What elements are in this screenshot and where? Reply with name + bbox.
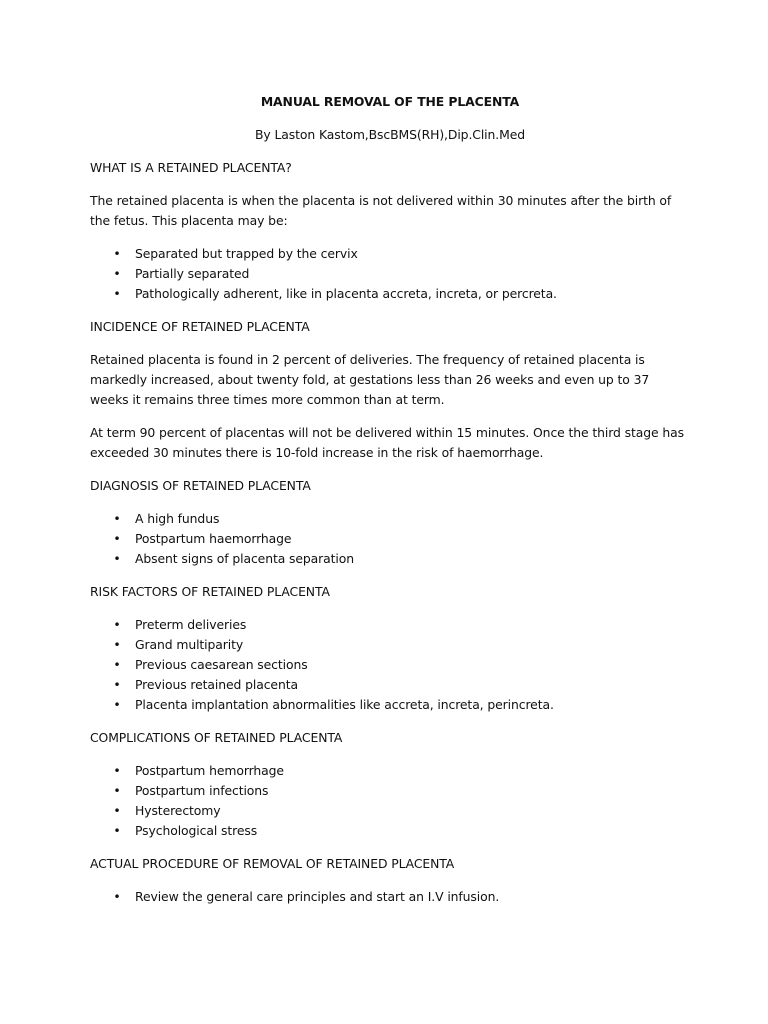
document-title: MANUAL REMOVAL OF THE PLACENTA — [260, 94, 520, 109]
bullet-icon: • — [113, 889, 121, 904]
section-heading-risk-factors: RISK FACTORS OF RETAINED PLACENTA — [90, 584, 330, 599]
bullet-icon: • — [113, 286, 121, 301]
section-heading-incidence: INCIDENCE OF RETAINED PLACENTA — [90, 319, 310, 334]
list-item: • Review the general care principles and start an I.V infusion. — [90, 887, 690, 907]
bullet-icon: • — [113, 697, 121, 712]
bullet-icon: • — [113, 266, 121, 281]
list-risk-factors — [90, 615, 690, 715]
list-item: • A high fundus — [90, 509, 690, 529]
bullet-icon: • — [113, 657, 121, 672]
bullet-icon: • — [113, 677, 121, 692]
section-heading-diagnosis: DIAGNOSIS OF RETAINED PLACENTA — [90, 478, 311, 493]
bullet-icon: • — [113, 763, 121, 778]
list-item: • Partially separated — [90, 264, 690, 284]
list-item: • Hysterectomy — [90, 801, 690, 821]
list-complications — [90, 761, 690, 841]
bullet-icon: • — [113, 783, 121, 798]
section-heading-complications: COMPLICATIONS OF RETAINED PLACENTA — [90, 730, 343, 745]
paragraph-definition: The retained placenta is when the placenta is not delivered within 30 minutes after the birth of the fetus. This placenta may be: — [90, 193, 672, 228]
list-procedure-steps — [90, 887, 690, 907]
list-item: • Psychological stress — [90, 821, 690, 841]
list-item: • Separated but trapped by the cervix — [90, 244, 690, 264]
list-item: • Previous retained placenta — [90, 675, 690, 695]
list-placenta-types — [90, 244, 690, 304]
bullet-icon: • — [113, 637, 121, 652]
list-item: • Postpartum infections — [90, 781, 690, 801]
section-heading-procedure: ACTUAL PROCEDURE OF REMOVAL OF RETAINED PLACENTA — [90, 856, 455, 871]
list-item: • Grand multiparity — [90, 635, 690, 655]
bullet-icon: • — [113, 803, 121, 818]
document-byline: By Laston Kastom,BscBMS(RH),Dip.Clin.Med — [254, 127, 525, 142]
list-item: • Previous caesarean sections — [90, 655, 690, 675]
list-item: • Placenta implantation abnormalities like accreta, increta, perincreta. — [90, 695, 690, 715]
section-heading-what-is: WHAT IS A RETAINED PLACENTA? — [90, 160, 292, 175]
list-diagnosis — [90, 509, 690, 569]
bullet-icon: • — [113, 617, 121, 632]
paragraph-incidence-1: Retained placenta is found in 2 percent of deliveries. The frequency of retained placenta is markedly increased, about twenty fold, at gestations less than 26 weeks and even up to 37 weeks it remains three times more common than at term. — [90, 352, 650, 407]
list-item: • Preterm deliveries — [90, 615, 690, 635]
document-body — [90, 92, 690, 920]
bullet-icon: • — [113, 531, 121, 546]
list-item: • Pathologically adherent, like in placenta accreta, increta, or percreta. — [90, 284, 690, 304]
bullet-icon: • — [113, 246, 121, 261]
paragraph-incidence-2: At term 90 percent of placentas will not be delivered within 15 minutes. Once the third stage has exceeded 30 minutes there is 10-fold increase in the risk of haemorrhage. — [90, 425, 684, 460]
list-item: • Absent signs of placenta separation — [90, 549, 690, 569]
bullet-icon: • — [113, 551, 121, 566]
list-item: • Postpartum hemorrhage — [90, 761, 690, 781]
bullet-icon: • — [113, 511, 121, 526]
bullet-icon: • — [113, 823, 121, 838]
list-item: • Postpartum haemorrhage — [90, 529, 690, 549]
